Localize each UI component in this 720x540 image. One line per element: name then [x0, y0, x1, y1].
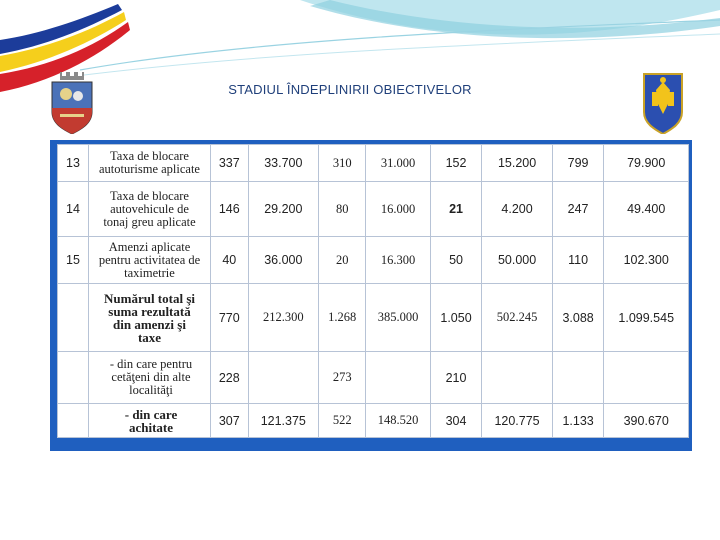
cell-value: 799 [552, 145, 604, 182]
cell-value: 304 [430, 404, 482, 438]
cell-value: 148.520 [366, 404, 430, 438]
cell-value: 337 [211, 145, 249, 182]
cell-value: 20 [319, 237, 366, 284]
cell-value: 121.375 [248, 404, 318, 438]
row-description: Taxa de blocare autoturisme aplicate [89, 145, 211, 182]
cell-value: 152 [430, 145, 482, 182]
cell-value: 80 [319, 182, 366, 237]
cell-value: 247 [552, 182, 604, 237]
row-description: Numărul total şi suma rezultată din amenzi şi taxe [89, 284, 211, 352]
table-row [58, 352, 689, 404]
cell-value: 1.133 [552, 404, 604, 438]
cell-value: 16.300 [366, 237, 430, 284]
table-row [58, 284, 689, 352]
city-coat-of-arms-icon [50, 72, 94, 134]
row-description: - din care achitate [89, 404, 211, 438]
row-description: Amenzi aplicate pentru activitatea de taximetrie [89, 237, 211, 284]
cell-value: 79.900 [604, 145, 689, 182]
cell-value: 522 [319, 404, 366, 438]
cell-value: 40 [211, 237, 249, 284]
row-description: Taxa de blocare autovehicule de tonaj greu aplicate [89, 182, 211, 237]
cell-value: 33.700 [248, 145, 318, 182]
cell-value: 1.099.545 [604, 284, 689, 352]
cell-value: 3.088 [552, 284, 604, 352]
table-row [58, 237, 689, 284]
row-number [58, 352, 89, 404]
table-row [58, 182, 689, 237]
cell-value: 146 [211, 182, 249, 237]
cell-value: 36.000 [248, 237, 318, 284]
table-row [58, 404, 689, 438]
cell-value: 49.400 [604, 182, 689, 237]
cell-value: 31.000 [366, 145, 430, 182]
cell-value: 29.200 [248, 182, 318, 237]
row-number [58, 284, 89, 352]
row-description: - din care pentru cetăţeni din alte localităţi [89, 352, 211, 404]
row-number: 15 [58, 237, 89, 284]
cell-value [248, 352, 318, 404]
cell-value: 228 [211, 352, 249, 404]
cell-value: 16.000 [366, 182, 430, 237]
cell-value: 273 [319, 352, 366, 404]
page-title: STADIUL ÎNDEPLINIRII OBIECTIVELOR [228, 82, 472, 97]
table-row [58, 145, 689, 182]
cell-value: 50 [430, 237, 482, 284]
row-number: 14 [58, 182, 89, 237]
objectives-table [57, 144, 689, 438]
cell-value: 212.300 [248, 284, 318, 352]
cell-value: 120.775 [482, 404, 552, 438]
row-number: 13 [58, 145, 89, 182]
cell-value: 102.300 [604, 237, 689, 284]
cell-value: 502.245 [482, 284, 552, 352]
cell-value: 21 [430, 182, 482, 237]
cell-value [366, 352, 430, 404]
row-number [58, 404, 89, 438]
cell-value: 385.000 [366, 284, 430, 352]
police-emblem-icon [640, 70, 686, 134]
wave-line-2 [60, 34, 720, 78]
cell-value: 210 [430, 352, 482, 404]
cell-value: 50.000 [482, 237, 552, 284]
cell-value: 1.268 [319, 284, 366, 352]
cell-value: 4.200 [482, 182, 552, 237]
cell-value: 310 [319, 145, 366, 182]
cell-value: 770 [211, 284, 249, 352]
cell-value [604, 352, 689, 404]
cell-value: 1.050 [430, 284, 482, 352]
cell-value: 110 [552, 237, 604, 284]
cell-value: 15.200 [482, 145, 552, 182]
cell-value [482, 352, 552, 404]
cell-value: 307 [211, 404, 249, 438]
cell-value: 390.670 [604, 404, 689, 438]
cell-value [552, 352, 604, 404]
